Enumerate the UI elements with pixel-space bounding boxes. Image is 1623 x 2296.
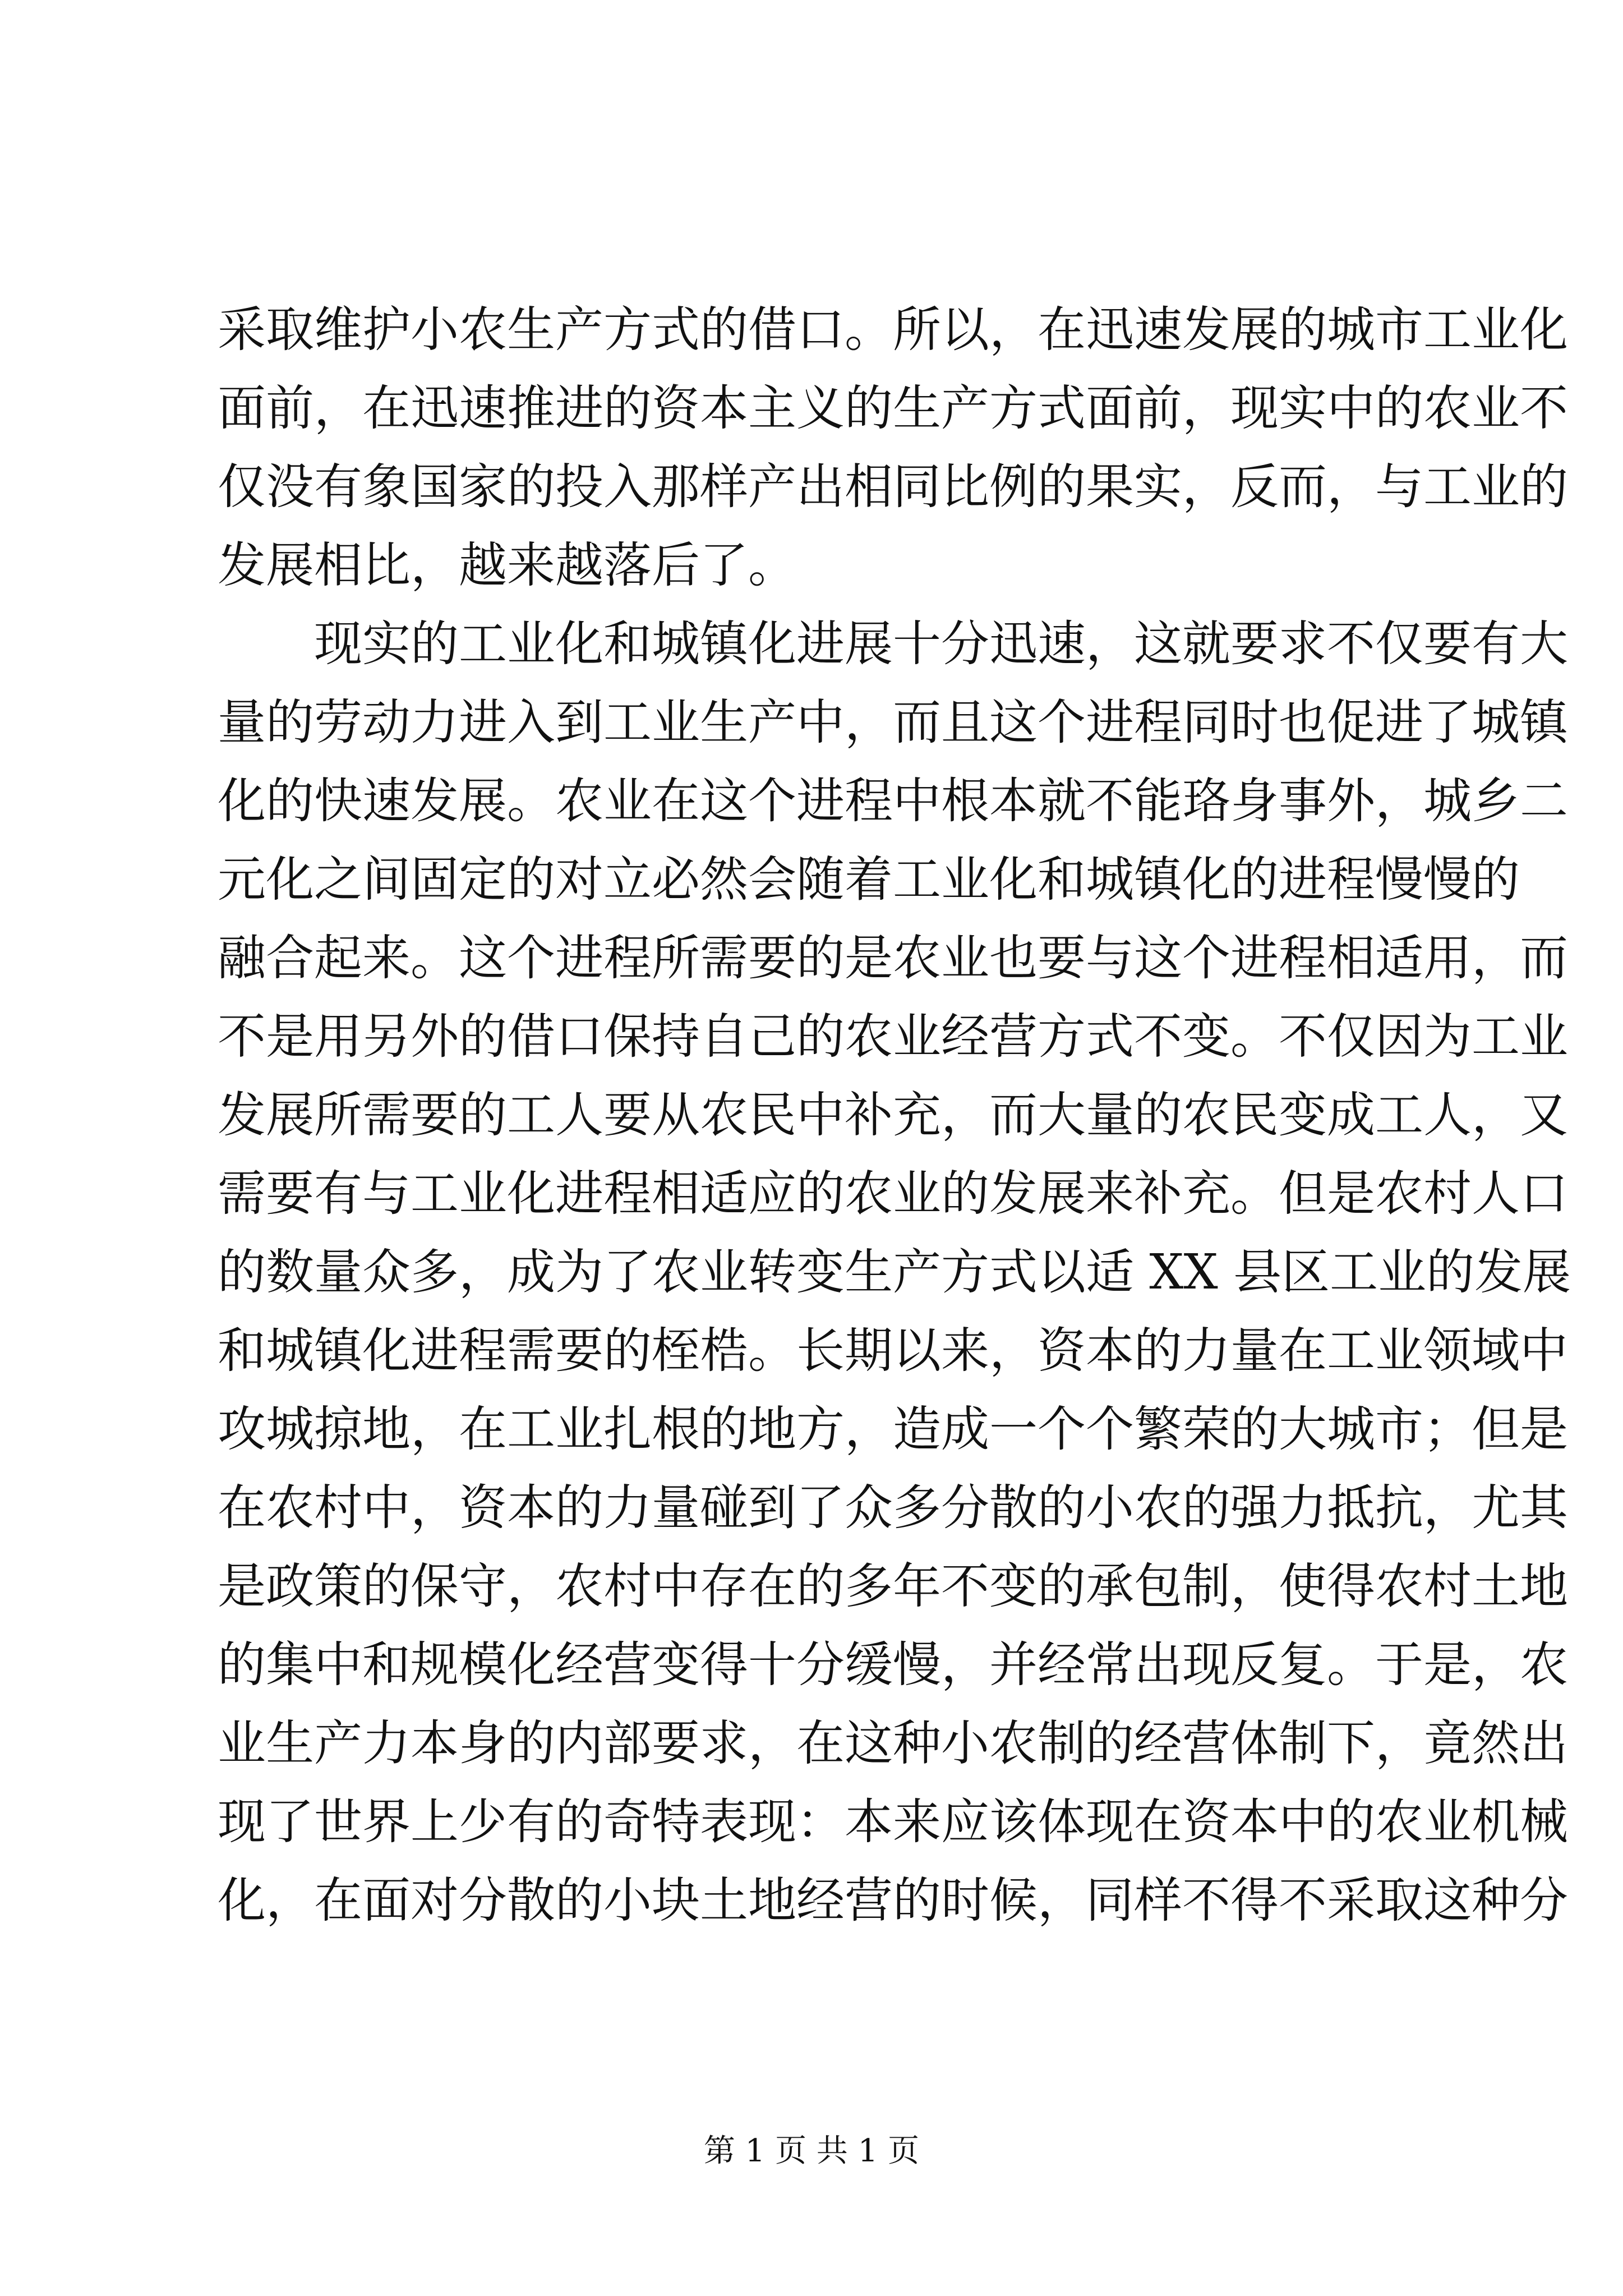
paragraph-line: 元化之间固定的对立必然会随着工业化和城镇化的进程慢慢的 — [218, 852, 1520, 908]
paragraph-line: 业生产力本身的内部要求，在这种小农制的经营体制下，竟然出 — [218, 1715, 1568, 1772]
paragraph-line: 和城镇化进程需要的桎梏。长期以来，资本的力量在工业领域中 — [218, 1323, 1568, 1379]
paragraph-line: 是政策的保守，农村中存在的多年不变的承包制，使得农村土地 — [218, 1558, 1568, 1614]
paragraph-line-indented: 现实的工业化和城镇化进展十分迅速，这就要求不仅要有大 — [314, 616, 1568, 672]
paragraph-line: 攻城掠地，在工业扎根的地方，造成一个个繁荣的大城市；但是 — [218, 1401, 1568, 1457]
paragraph-line: 采取维护小农生产方式的借口。所以，在迅速发展的城市工业化 — [218, 302, 1568, 358]
document-body — [218, 291, 1571, 1940]
paragraph-line: 发展所需要的工人要从农民中补充，而大量的农民变成工人，又 — [218, 1087, 1568, 1143]
paragraph-line: 量的劳动力进入到工业生产中，而且这个进程同时也促进了城镇 — [218, 694, 1568, 751]
paragraph-line: 的数量众多，成为了农业转变生产方式以适 XX 县区工业的发展 — [218, 1244, 1571, 1300]
paragraph-line: 在农村中，资本的力量碰到了众多分散的小农的强力抵抗，尤其 — [218, 1480, 1568, 1536]
paragraph-line: 需要有与工业化进程相适应的农业的发展来补充。但是农村人口 — [218, 1166, 1568, 1222]
paragraph-line: 发展相比，越来越落后了。 — [218, 537, 796, 593]
paragraph-line: 现了世界上少有的奇特表现：本来应该体现在资本中的农业机械 — [218, 1794, 1568, 1850]
paragraph-line: 仅没有象国家的投入那样产出相同比例的果实，反而，与工业的 — [218, 459, 1568, 515]
paragraph-line: 面前，在迅速推进的资本主义的生产方式面前，现实中的农业不 — [218, 380, 1568, 436]
paragraph-line: 化的快速发展。农业在这个进程中根本就不能珞身事外，城乡二 — [218, 773, 1568, 829]
paragraph-line: 化，在面对分散的小块土地经营的时候，同样不得不采取这种分 — [218, 1872, 1568, 1929]
paragraph-line: 不是用另外的借口保持自己的农业经营方式不变。不仅因为工业 — [218, 1009, 1568, 1065]
paragraph-line: 的集中和规模化经营变得十分缓慢，并经常出现反复。于是，农 — [218, 1637, 1568, 1693]
page-number-footer: 第 1 页 共 1 页 — [703, 2133, 920, 2169]
paragraph-line: 融合起来。这个进程所需要的是农业也要与这个进程相适用，而 — [218, 930, 1568, 986]
